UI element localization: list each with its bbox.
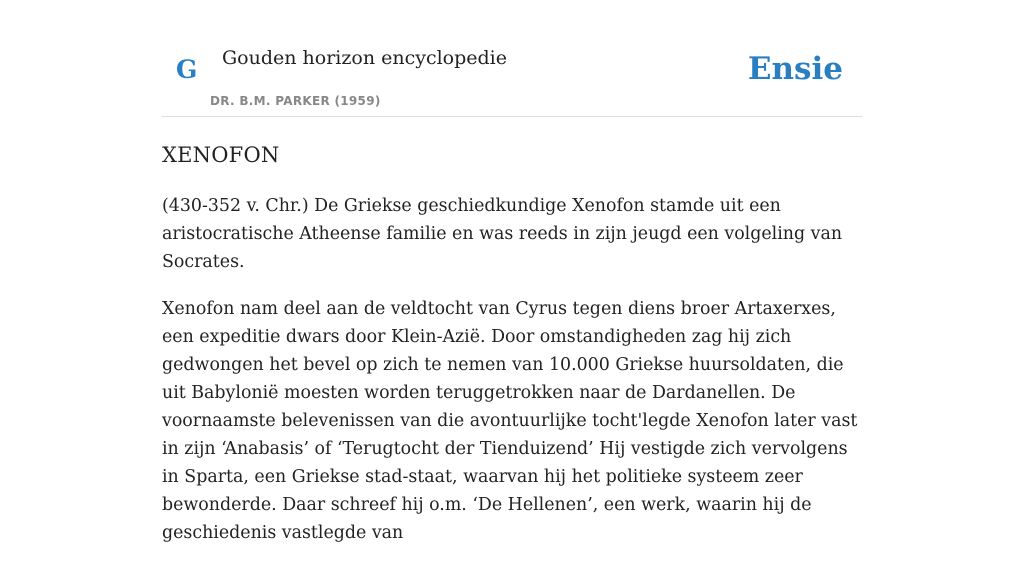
article xyxy=(162,138,862,566)
brand-logo[interactable]: Ensie xyxy=(747,51,843,87)
article-paragraph: (430-352 v. Chr.) De Griekse geschiedkundige Xenofon stamde uit een aristocratische Atheense familie en was reeds in zijn jeugd een volgeling van Socrates. xyxy=(162,196,843,272)
source-author: DR. B.M. PARKER (1959) xyxy=(210,94,381,108)
article-paragraph: Xenofon nam deel aan de veldtocht van Cyrus tegen diens broer Artaxerxes, een expeditie dwars door Klein-Azië. Door omstandigheden zag hij zich gedwongen het bevel op zich te nemen van 10.000 Griekse huursoldaten, die uit Babylonië moesten worden teruggetrokken naar de Dardanellen. De voornaamste belevenissen van die avontuurlijke tocht'legde Xenofon later vast in zijn ‘Anabasis’ of ‘Terugtocht der Tienduizend’ Hij vestigde zich vervolgens in Sparta, een Griekse stad-staat, waarvan hij het politieke systeem zeer bewonderde. Daar schreef hij o.m. ‘De Hellenen’, een werk, waarin hij de geschiedenis vastlegde van xyxy=(162,299,858,543)
header xyxy=(162,0,862,117)
source-title[interactable]: Gouden horizon encyclopedie xyxy=(222,47,507,69)
article-title: XENOFON xyxy=(162,143,280,167)
source-logo[interactable]: G xyxy=(176,55,198,84)
article-body xyxy=(162,192,862,547)
